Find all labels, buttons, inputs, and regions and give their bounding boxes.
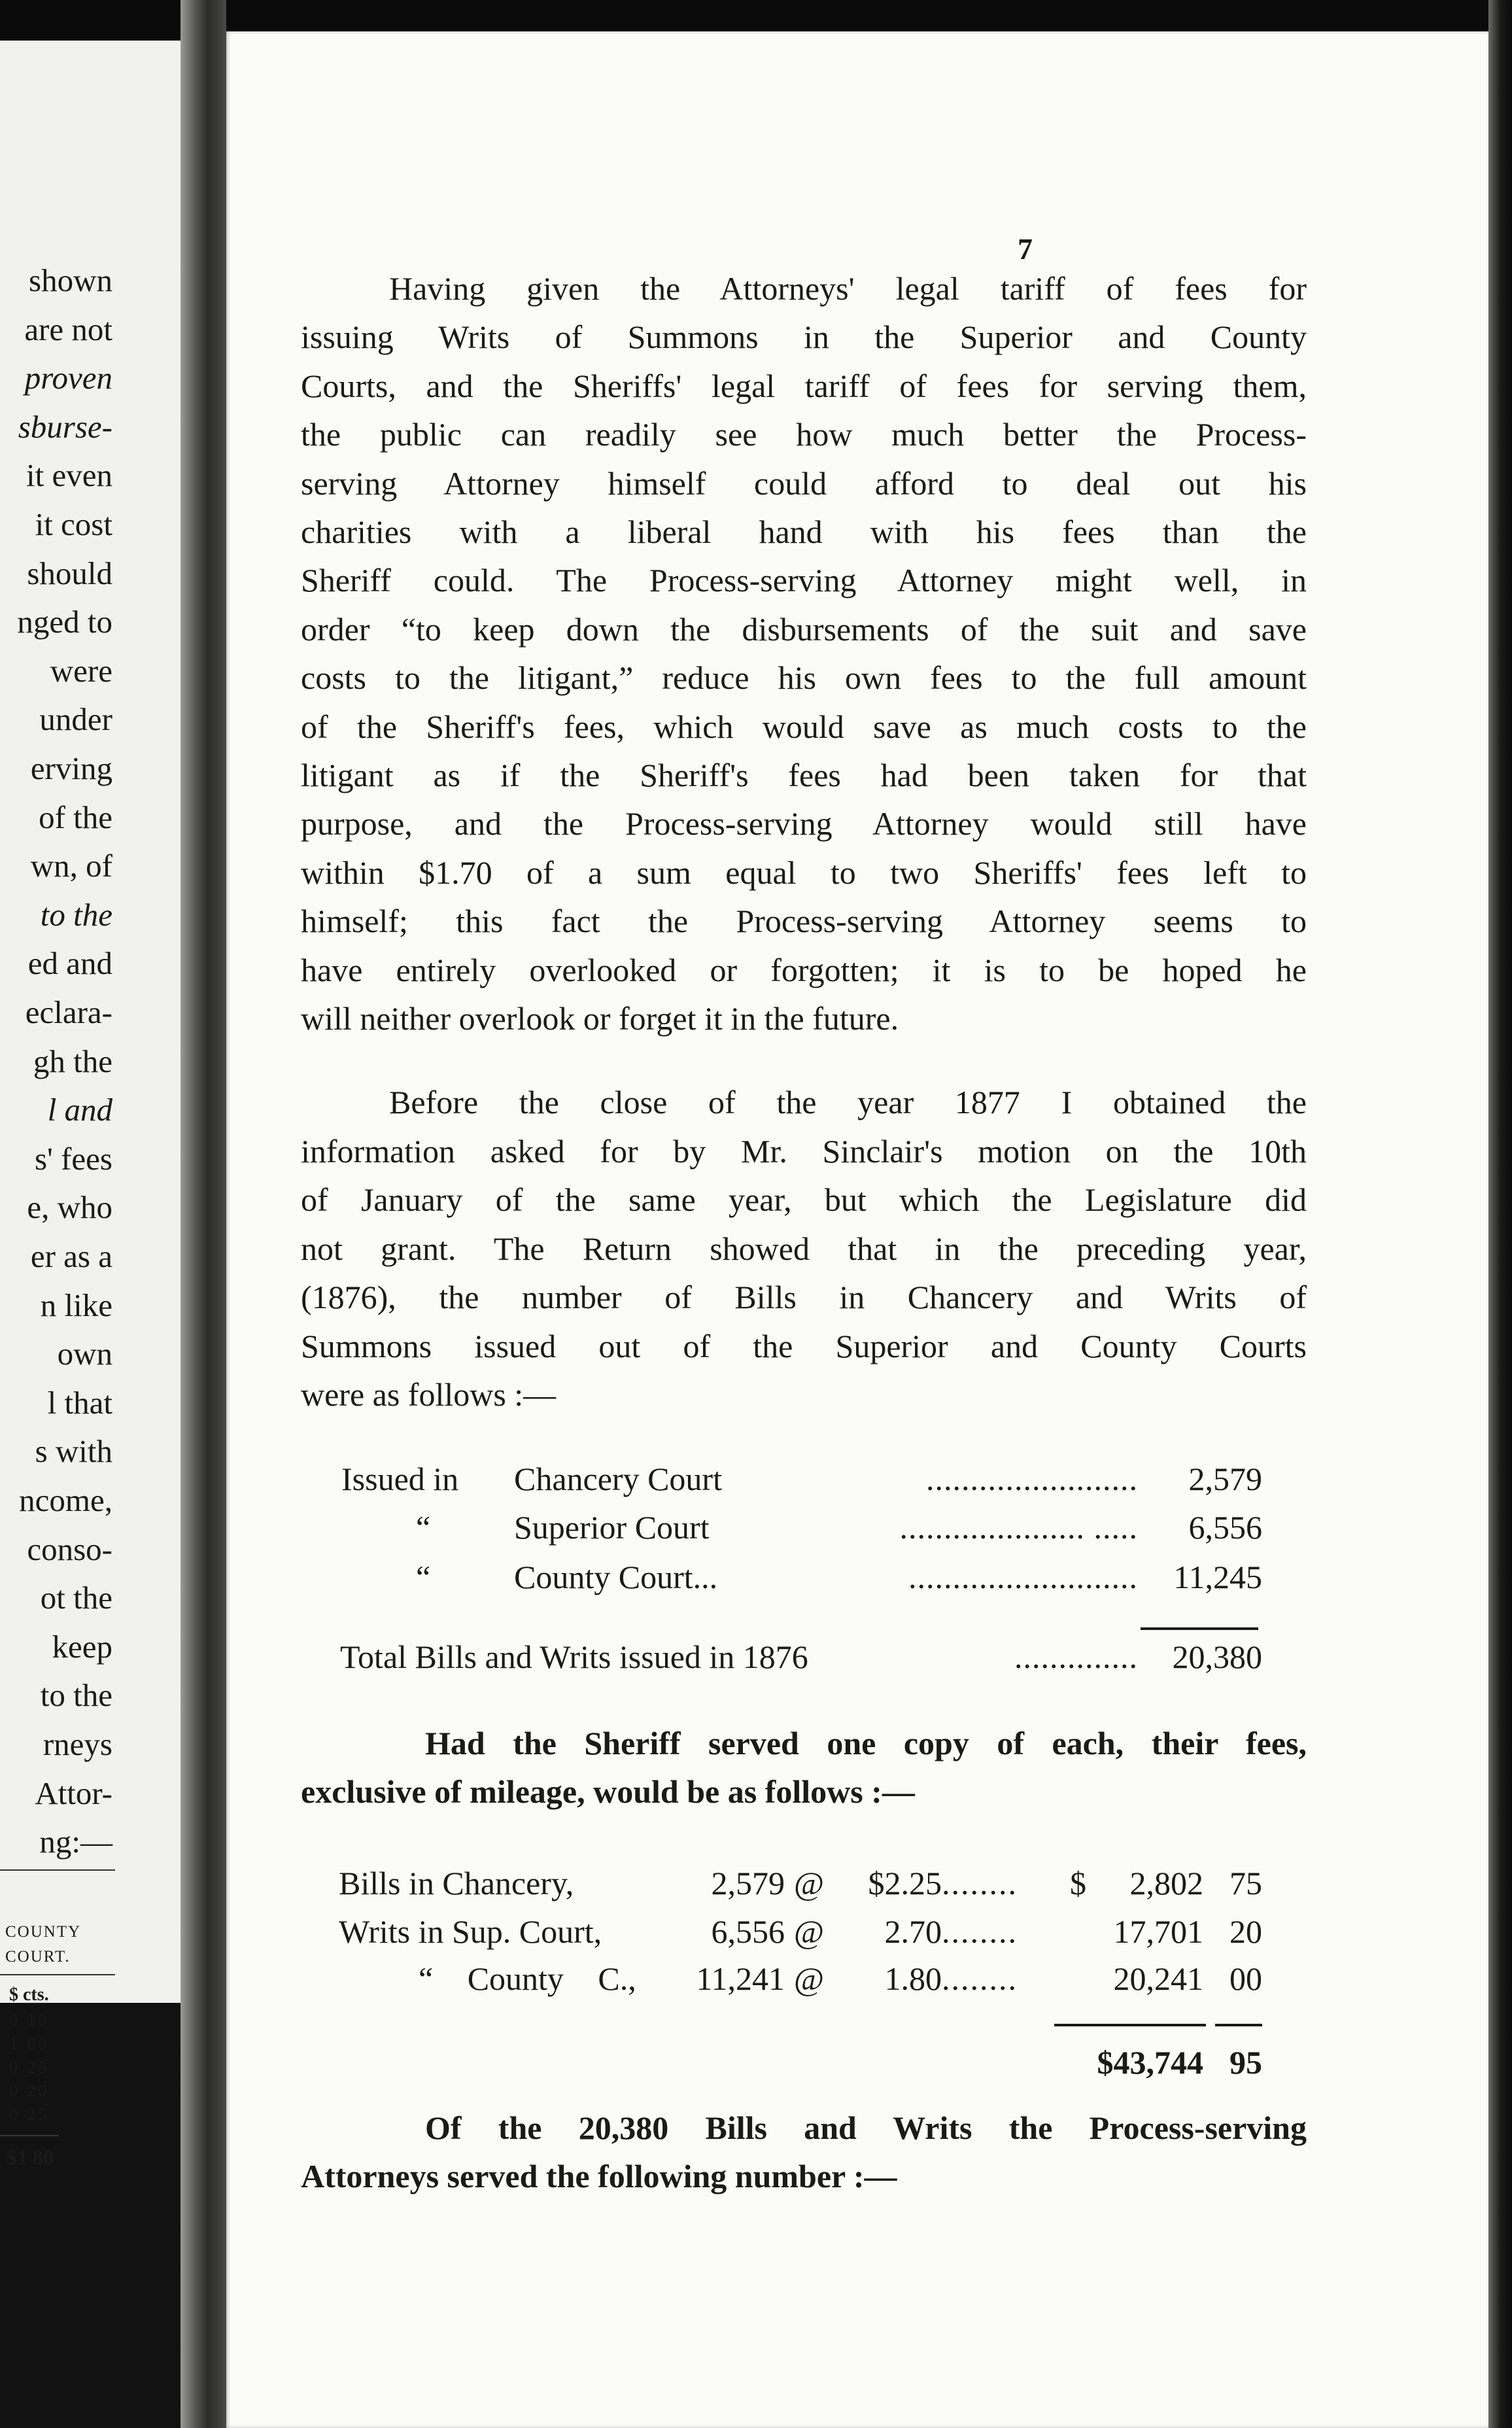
left-page-line: own [57, 1336, 112, 1372]
fee-at: @ [794, 1865, 825, 1901]
row-court: Chancery Court [514, 1461, 722, 1497]
text-line: serving Attorney himself could afford to deal out his [301, 464, 1307, 502]
text-line: not grant. The Return showed that in the preceding year, [301, 1230, 1307, 1267]
row-ditto: “ [416, 1509, 431, 1546]
left-page-line: conso- [27, 1531, 112, 1567]
fees-total-cents: 95 [1229, 2044, 1262, 2081]
fee-rate: 1.80 [884, 1960, 942, 1997]
text-line: have entirely overlooked or forgotten; it is to be hoped he [301, 951, 1307, 988]
left-page-line: l that [47, 1384, 112, 1421]
fee-at: @ [794, 1913, 825, 1950]
text-line: information asked for by Mr. Sinclair's motion on the 10th [301, 1132, 1307, 1170]
fee-count: 2,579 [711, 1865, 785, 1901]
left-table-header: COURT. [5, 1948, 71, 1966]
left-page-line: to the [40, 896, 112, 933]
fee-cents: 20 [1229, 1913, 1262, 1950]
text-line: (1876), the number of Bills in Chancery and Writs of [301, 1279, 1307, 1315]
row-court: Superior Court [514, 1509, 710, 1546]
text-line: costs to the litigant,” reduce his own fees to the full amount [301, 659, 1307, 697]
text-line: order “to keep down the disbursements of the suit and save [301, 610, 1307, 648]
fee-at: @ [794, 1960, 825, 1997]
text-line: were as follows :— [301, 1376, 557, 1413]
left-page-line: erving [30, 750, 112, 786]
left-page-line: eclara- [25, 994, 112, 1030]
row-value: 2,579 [1188, 1461, 1262, 1497]
text-line: the public can readily see how much better the Process- [301, 416, 1307, 453]
left-page-line: l and [47, 1092, 112, 1128]
left-page-line: are not [24, 311, 112, 347]
text-line: within $1.70 of a sum equal to two Sheriffs' fees left to [301, 854, 1307, 891]
text-line: Of the 20,380 Bills and Writs the Process-serving [425, 2109, 1307, 2146]
fee-cents: 00 [1229, 1960, 1262, 1997]
left-page-line: wn, of [30, 848, 112, 884]
text-line: Courts, and the Sheriffs' legal tariff of fees for serving them, [301, 367, 1307, 404]
text-line: Had the Sheriff served one copy of each, their fees, [425, 1725, 1307, 1761]
left-page-line: were [50, 652, 112, 689]
left-page-line: gh the [33, 1043, 112, 1079]
fee-leader: ........ [942, 1913, 1018, 1950]
left-page-line: shown [29, 262, 112, 298]
row-prefix: Issued in [341, 1461, 459, 1497]
row-leader: .......................... [908, 1559, 1138, 1595]
row-court: County Court... [514, 1559, 718, 1595]
fee-label: Bills in Chancery, [339, 1865, 574, 1901]
left-fee-value: 0 25 [9, 2105, 50, 2124]
text-line: issuing Writs of Summons in the Superior and County [301, 319, 1307, 356]
fee-cents: 75 [1229, 1865, 1262, 1901]
text-line: will neither overlook or forget it in the future. [301, 1000, 899, 1037]
book-gutter [180, 0, 226, 2428]
left-page-fragment [0, 41, 180, 2003]
text-line: charities with a liberal hand with his fees than the [301, 513, 1307, 550]
total-label: Total Bills and Writs issued in 1876 [340, 1639, 808, 1675]
left-fee-value: 0 20 [9, 2081, 50, 2100]
left-page-line: nged to [17, 604, 112, 640]
left-page-line: should [27, 555, 112, 591]
fee-dollar: $ [1070, 1865, 1086, 1901]
fee-count: 6,556 [711, 1913, 785, 1950]
fees-total: $43,744 [1097, 2044, 1203, 2081]
left-page-line: proven [24, 360, 112, 396]
left-table-rule [0, 1869, 115, 1871]
left-page-line: e, who [27, 1189, 112, 1226]
fee-rate: 2.70 [884, 1913, 942, 1950]
text-line: litigant as if the Sheriff's fees had been taken for that [301, 757, 1307, 793]
fee-label: Writs in Sup. Court, [339, 1913, 602, 1950]
fees-sum-rule-cents [1215, 2024, 1262, 2026]
sum-rule [1141, 1627, 1258, 1630]
row-value: 11,245 [1173, 1559, 1262, 1595]
text-line: Sheriff could. The Process-serving Attorney might well, in [301, 562, 1307, 599]
text-line: purpose, and the Process-serving Attorney would still have [301, 805, 1307, 842]
text-line: of the Sheriff's fees, which would save as much costs to the [301, 708, 1307, 745]
right-page [226, 31, 1488, 2428]
fee-amount: 2,802 [1129, 1865, 1203, 1901]
fee-amount: 20,241 [1113, 1960, 1203, 1997]
left-page-line: n like [40, 1287, 112, 1323]
left-fee-total: $1 80 [7, 2145, 54, 2169]
right-border [1488, 0, 1512, 2428]
text-line: himself; this fact the Process-serving Attorney seems to [301, 903, 1307, 940]
row-value: 6,556 [1188, 1509, 1262, 1546]
left-page-line: rneys [43, 1726, 112, 1762]
row-leader: ..................... ..... [899, 1509, 1138, 1546]
left-page-line: under [39, 701, 112, 738]
total-leader: .............. [1014, 1639, 1138, 1675]
left-page-line: to the [40, 1677, 112, 1714]
page-number: 7 [1018, 232, 1033, 266]
fee-label: “ County C., [419, 1960, 636, 1997]
text-line: Having given the Attorneys' legal tariff of fees for [389, 270, 1307, 307]
left-fee-header: $ cts. [9, 1985, 49, 2005]
left-page-line: ng:— [39, 1824, 112, 1860]
fee-leader: ........ [942, 1960, 1018, 1997]
left-page-line: keep [52, 1628, 112, 1665]
left-page-line: Attor- [35, 1775, 112, 1811]
left-page-line: er as a [30, 1238, 112, 1274]
text-line: Summons issued out of the Superior and County Courts [301, 1327, 1307, 1364]
text-line: of January of the same year, but which the Legislature did [301, 1181, 1307, 1218]
left-page-line: ed and [27, 945, 112, 982]
left-page-line: it cost [35, 506, 112, 542]
left-page-line: s with [35, 1433, 112, 1470]
left-table-rule [0, 1974, 115, 1975]
row-leader: ........................ [926, 1461, 1138, 1497]
left-fee-rule [0, 2135, 59, 2136]
left-page-line: of the [39, 799, 112, 835]
row-ditto: “ [416, 1559, 431, 1595]
left-fee-value: 0 25 [9, 2058, 50, 2077]
left-page-line: s' fees [34, 1140, 112, 1177]
text-line: exclusive of mileage, would be as follows :— [301, 1773, 915, 1810]
left-page-line: it even [26, 457, 112, 494]
total-value: 20,380 [1172, 1639, 1262, 1675]
fees-sum-rule [1054, 2024, 1206, 2026]
fee-amount: 17,701 [1113, 1913, 1203, 1950]
left-fee-value: 0 10 [9, 2011, 50, 2030]
text-line: Attorneys served the following number :— [301, 2158, 897, 2194]
text-line: Before the close of the year 1877 I obtained the [389, 1084, 1307, 1120]
left-page-line: ncome, [19, 1482, 112, 1518]
fee-count: 11,241 [696, 1960, 785, 1997]
left-fee-value: 1 00 [9, 2034, 50, 2053]
left-page-line: sburse- [18, 408, 112, 445]
left-page-lines [0, 262, 180, 1962]
fee-rate: $2.25 [868, 1865, 942, 1901]
left-page-line: ot the [40, 1580, 112, 1616]
fee-leader: ........ [942, 1865, 1018, 1901]
left-table-header: COUNTY [5, 1923, 82, 1941]
